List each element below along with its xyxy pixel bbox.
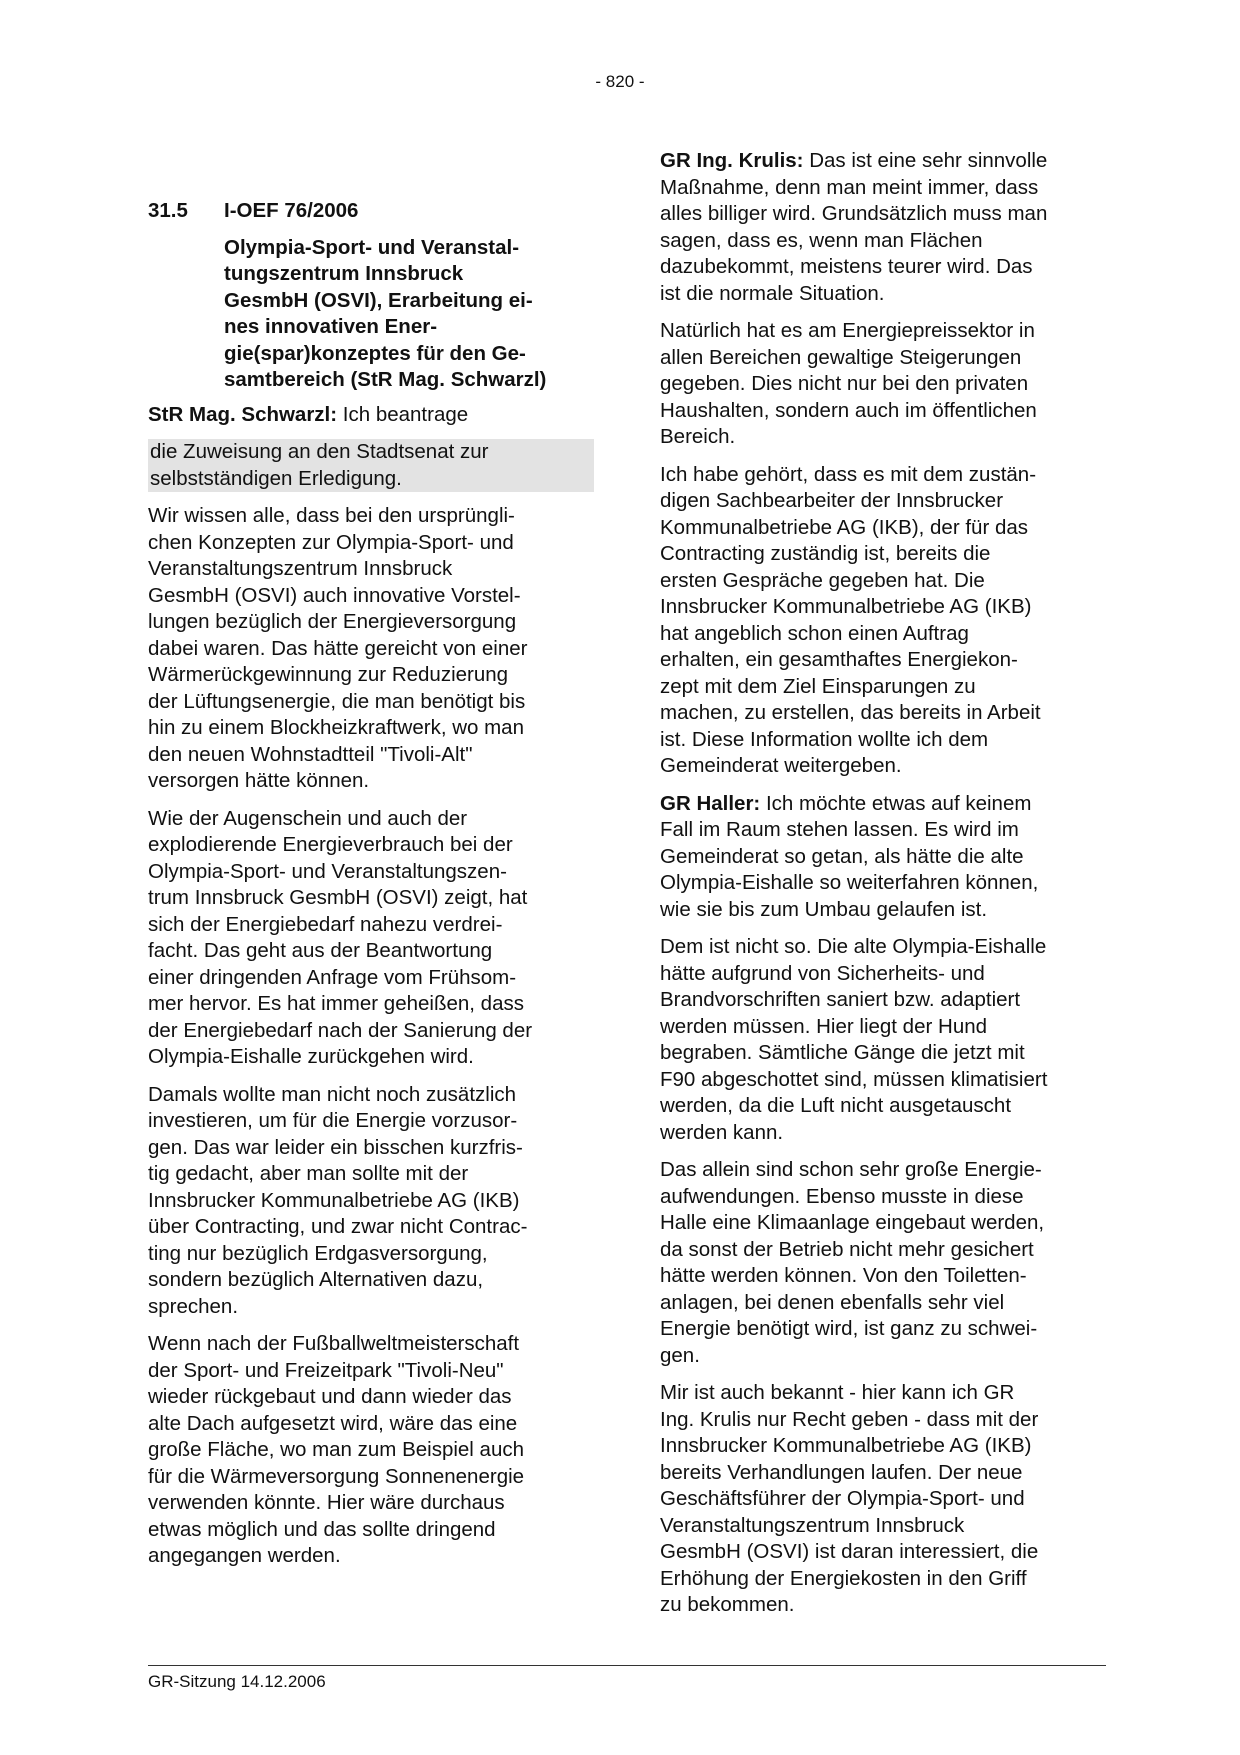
agenda-item-heading (148, 198, 594, 225)
speaker-name: GR Haller: (660, 791, 761, 815)
motion-intro (148, 402, 594, 429)
right-column (660, 148, 1106, 1630)
motion-highlight: die Zuweisung an den Stadtsenat zur selbstständigen Erledigung. (148, 439, 594, 492)
paragraph: Wie der Augenschein und auch der explodierende Energieverbrauch bei der Olympia-Sport- und Veranstaltungszen- trum Innsbruck GesmbH (OSVI) zeigt, hat sich der Energiebedarf nahezu verdrei- facht. Das geht aus der Beantwortung einer dringenden Anfrage vom Frühsom- mer hervor. Es hat immer geheißen, dass der Energiebedarf nach der Sanierung der Olympia-Eishalle zurückgehen wird. (148, 806, 533, 1068)
left-column (148, 148, 594, 1581)
speaker-name: StR Mag. Schwarzl: (148, 402, 338, 426)
agenda-item-number: 31.5 (148, 199, 188, 222)
paragraph: Wir wissen alle, dass bei den ursprüngli- chen Konzepten zur Olympia-Sport- und Veranstaltungszentrum Innsbruck GesmbH (OSVI) auch innovative Vorstel- lungen bezüglich der Energieversorgung dabei waren. Das hätte gereicht von einer Wärmerückgewinnung zur Reduzierung der Lüftungsenergie, die man benötigt bis hin zu einem Blockheizkraftwerk, wo man den neuen Wohnstadtteil "Tivoli-Alt" versorgen hätte können. (148, 504, 528, 792)
paragraph: Damals wollte man nicht noch zusätzlich investieren, um für die Energie vorzusor- gen. Das war leider ein bisschen kurzfris- tig gedacht, aber man sollte mit der Innsbrucker Kommunalbetriebe AG (IKB) über Contracting, und zwar nicht Contrac- ting nur bezüglich Erdgasversorgung, sondern bezüglich Alternativen dazu, sprechen. (148, 1082, 528, 1318)
footer-session-date: GR-Sitzung 14.12.2006 (148, 1672, 326, 1691)
paragraph: Wenn nach der Fußballweltmeisterschaft der Sport- und Freizeitpark "Tivoli-Neu" wieder rückgebaut und dann wieder das alte Dach aufgesetzt wird, wäre das eine große Fläche, wo man zum Beispiel auch für die Wärmeversorgung Sonnenenergie verwenden könnte. Hier wäre durchaus etwas möglich und das sollte dringend angegangen werden. (148, 1332, 525, 1567)
paragraph: Ich habe gehört, dass es mit dem zustän- digen Sachbearbeiter der Innsbrucker Kommunalbetriebe AG (IKB), der für das Contracting zuständig ist, bereits die ersten Gespräche gegeben hat. Die Innsbrucker Kommunalbetriebe AG (IKB) hat angeblich schon einen Auftrag erhalten, ein gesamthaftes Energiekon- zept mit dem Ziel Einsparungen zu machen, zu erstellen, das bereits in Arbeit ist. Diese Information wollte ich dem Gemeinderat weitergeben. (660, 462, 1041, 777)
motion-text: Ich beantrage (337, 402, 469, 426)
agenda-item-code: I-OEF 76/2006 (224, 199, 359, 222)
speaker-name: GR Ing. Krulis: (660, 149, 804, 172)
paragraph: Das allein sind schon sehr große Energie- aufwendungen. Ebenso musste in diese Halle eine Klimaanlage eingebaut werden, da sonst der Betrieb nicht mehr gesichert hätte werden können. Von den Toiletten- anlagen, bei denen ebenfalls sehr viel Energie benötigt wird, ist ganz zu schwei- gen. (660, 1158, 1045, 1367)
paragraph: Natürlich hat es am Energiepreissektor in allen Bereichen gewaltige Steigerungen gegeben. Dies nicht nur bei den privaten Haushalten, sondern auch im öffentlichen Bereich. (660, 319, 1037, 448)
paragraph: Mir ist auch bekannt - hier kann ich GR Ing. Krulis nur Recht geben - dass mit der Innsbrucker Kommunalbetriebe AG (IKB) bereits Verhandlungen laufen. Der neue Geschäftsführer der Olympia-Sport- und Veranstaltungszentrum Innsbruck GesmbH (OSVI) ist daran interessiert, die Erhöhung der Energiekosten in den Griff zu bekommen. (660, 1381, 1039, 1616)
footer-divider (148, 1665, 1106, 1666)
page-number: - 820 - (595, 72, 645, 91)
paragraph: Dem ist nicht so. Die alte Olympia-Eishalle hätte aufgrund von Sicherheits- und Brandvorschriften saniert bzw. adaptiert werden müssen. Hier liegt der Hund begraben. Sämtliche Gänge die jetzt mit F90 abgeschottet sind, müssen klimatisiert werden, da die Luft nicht ausgetauscht werden kann. (660, 935, 1048, 1144)
statement-haller (660, 791, 1106, 924)
statement-text: Das ist eine sehr sinnvolle Maßnahme, denn man meint immer, dass alles billiger wird. Grundsätzlich muss man sagen, dass es, wenn man Flächen dazubekommt, meistens teurer wird. Das ist die normale Situation. (660, 149, 1048, 305)
statement-text: Ich möchte etwas auf keinem Fall im Raum stehen lassen. Es wird im Gemeinderat so getan, als hätte die alte Olympia-Eishalle so weiterfahren können, wie sie bis zum Umbau gelaufen ist. (660, 791, 1039, 921)
agenda-item-title: Olympia-Sport- und Veranstal- tungszentrum Innsbruck GesmbH (OSVI), Erarbeitung ei- nes innovativen Ener- gie(spar)konzeptes für den Ge- samtbereich (StR Mag. Schwarzl) (224, 235, 547, 391)
statement-krulis (660, 148, 1106, 307)
